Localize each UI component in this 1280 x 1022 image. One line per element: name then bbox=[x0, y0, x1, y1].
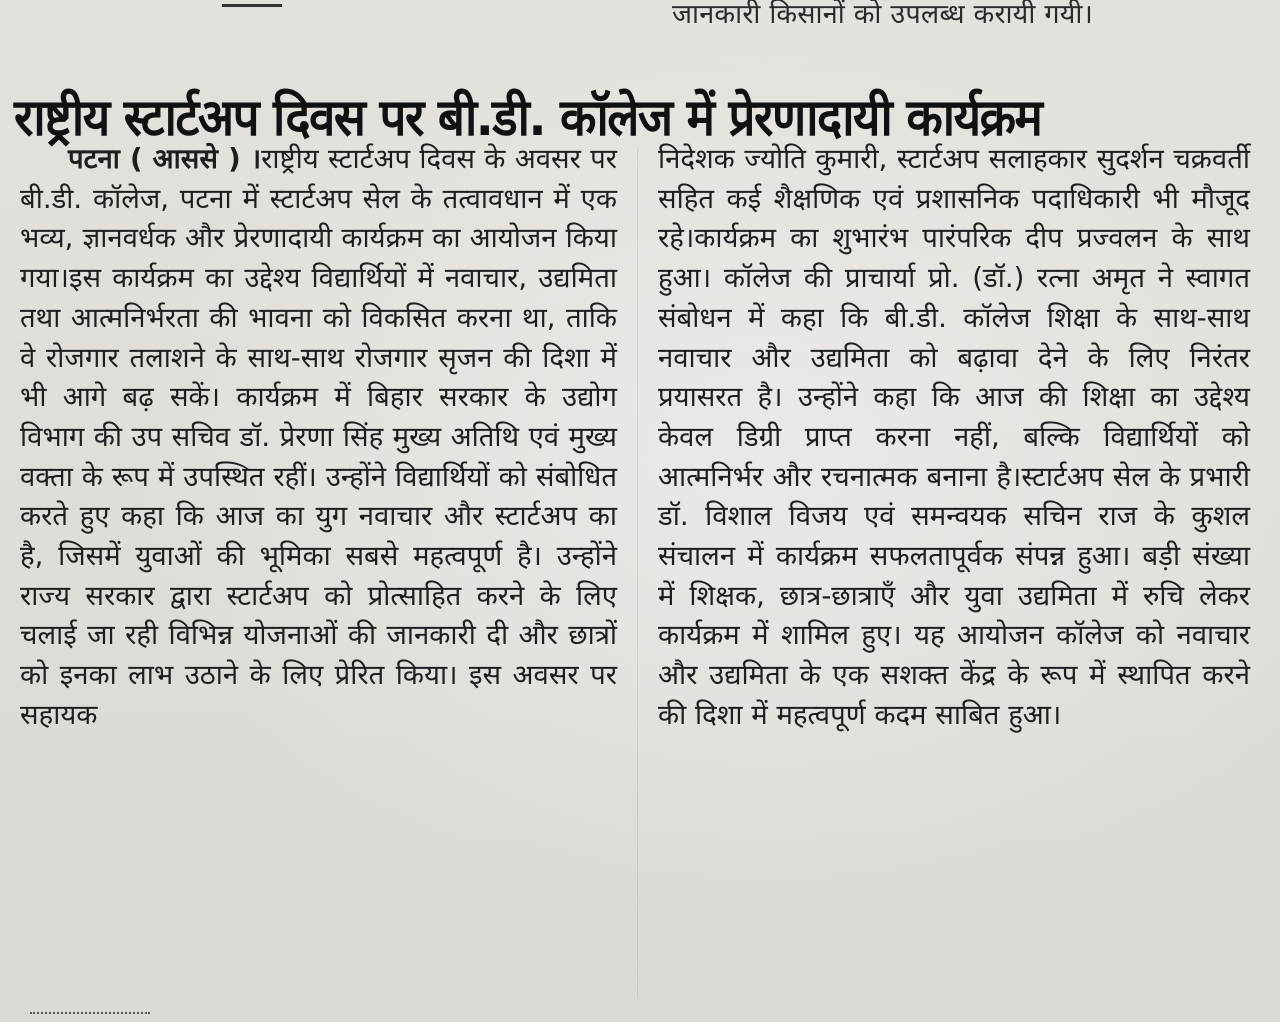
dateline: पटना ( आससे ) । bbox=[68, 143, 262, 175]
headline: राष्ट्रीय स्टार्टअप दिवस पर बी.डी. कॉलेज में प्रेरणादायी कार्यक्रम bbox=[14, 89, 1042, 149]
column-divider bbox=[637, 148, 638, 998]
article-paragraph-left bbox=[20, 140, 617, 736]
article-text-left: राष्ट्रीय स्टार्टअप दिवस के अवसर पर बी.डी. कॉलेज, पटना में स्टार्टअप सेल के तत्वावधान में एक भव्य, ज्ञानवर्धक और प्रेरणादायी कार्यक्रम का आयोजन किया गया।इस कार्यक्रम का उद्देश्य विद्यार्थियों में नवाचार, उद्यमिता तथा आत्मनिर्भरता की भावना को विकसित करना था, ताकि वे रोजगार तलाशने के साथ-साथ रोजगार सृजन की दिशा में भी आगे बढ़ सकें। कार्यक्रम में बिहार सरकार के उद्योग विभाग की उप सचिव डॉ. प्रेरणा सिंह मुख्य अतिथि एवं मुख्य वक्ता के रूप में उपस्थित रहीं। उन्होंने विद्यार्थियों को संबोधित करते हुए कहा कि आज का युग नवाचार और स्टार्टअप का है, जिसमें युवाओं की भूमिका सबसे महत्वपूर्ण है। उन्होंने राज्य सरकार द्वारा स्टार्टअप को प्रोत्साहित करने के लिए चलाई जा रही विभिन्न योजनाओं की जानकारी दी और छात्रों को इनका लाभ उठाने के लिए प्रेरित किया। इस अवसर पर सहायक bbox=[20, 143, 617, 731]
previous-article-fragment: जानकारी किसानों को उपलब्ध करायी गयी। bbox=[672, 0, 1094, 30]
previous-article-fragment-left bbox=[222, 0, 282, 7]
article-text-right: निदेशक ज्योति कुमारी, स्टार्टअप सलाहकार सुदर्शन चक्रवर्ती सहित कई शैक्षणिक एवं प्रशासनिक पदाधिकारी भी मौजूद रहे।कार्यक्रम का शुभारंभ पारंपरिक दीप प्रज्वलन के साथ हुआ। कॉलेज की प्राचार्या प्रो. (डॉ.) रत्ना अमृत ने स्वागत संबोधन में कहा कि बी.डी. कॉलेज शिक्षा के साथ-साथ नवाचार और उद्यमिता को बढ़ावा देने के लिए निरंतर प्रयासरत है। उन्होंने कहा कि आज की शिक्षा का उद्देश्य केवल डिग्री प्राप्त करना नहीं, बल्कि विद्यार्थियों को आत्मनिर्भर और रचनात्मक बनाना है।स्टार्टअप सेल के प्रभारी डॉ. विशाल विजय एवं समन्वयक सचिन राज के कुशल संचालन में कार्यक्रम सफलतापूर्वक संपन्न हुआ। बड़ी संख्या में शिक्षक, छात्र-छात्राएँ और युवा उद्यमिता में रुचि लेकर कार्यक्रम में शामिल हुए। यह आयोजन कॉलेज को नवाचार और उद्यमिता के एक सशक्त केंद्र के रूप में स्थापित करने की दिशा में महत्वपूर्ण कदम साबित हुआ। bbox=[658, 143, 1250, 731]
article-column-right bbox=[658, 140, 1250, 736]
article-column-left bbox=[20, 140, 617, 736]
article-body bbox=[20, 140, 1260, 1012]
next-article-fragment bbox=[30, 1012, 150, 1020]
article-paragraph-right bbox=[658, 140, 1250, 736]
